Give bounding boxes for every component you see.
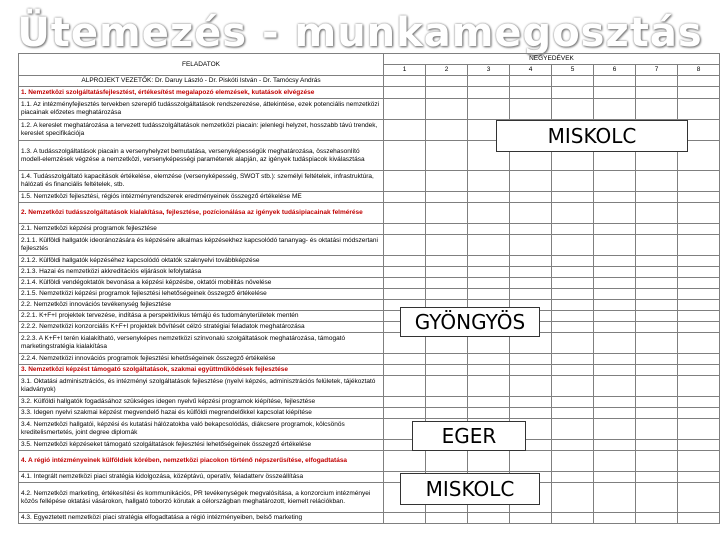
schedule-cell [552,483,594,513]
schedule-cell [594,483,636,513]
schedule-cell [636,76,678,87]
schedule-cell [384,354,426,365]
schedule-cell [384,76,426,87]
schedule-cell [426,203,468,224]
schedule-cell [678,300,720,311]
schedule-cell [552,440,594,451]
schedule-cell [678,76,720,87]
task-row [19,472,720,483]
task-row [19,322,720,333]
quarter-header-4: 4 [510,65,552,76]
schedule-cell [594,235,636,256]
schedule-cell [678,87,720,99]
schedule-cell [510,267,552,278]
schedule-cell [426,267,468,278]
page-title: Ütemezés - munkamegosztás [17,10,703,56]
schedule-cell [384,235,426,256]
section-row [19,451,720,472]
schedule-cell [636,171,678,192]
schedule-cell [636,419,678,440]
schedule-cell [468,513,510,524]
schedule-cell [384,99,426,120]
schedule-cell [552,76,594,87]
task-row [19,397,720,408]
task-label: 1.4. Tudásszolgáltató kapacitások értékelése, elemzése (versenyképesség, SWOT stb.): személyi feltételek, infrastruktúra, hálózati és financiális feltételek, stb. [19,171,384,192]
task-label: 2.2. Nemzetközi innovációs tevékenység fejlesztése [19,300,384,311]
schedule-cell [678,203,720,224]
schedule-cell [552,408,594,419]
tasks-header: FELADATOK [19,54,384,76]
schedule-cell [384,376,426,397]
schedule-cell [594,408,636,419]
schedule-cell [426,365,468,376]
schedule-cell [426,451,468,472]
schedule-cell [384,120,426,141]
schedule-cell [636,311,678,322]
schedule-cell [426,87,468,99]
schedule-cell [552,333,594,354]
task-row [19,311,720,322]
schedule-cell [678,365,720,376]
schedule-cell [678,333,720,354]
schedule-cell [552,300,594,311]
schedule-cell [594,192,636,203]
schedule-cell [636,322,678,333]
schedule-cell [510,76,552,87]
task-row [19,224,720,235]
schedule-cell [384,224,426,235]
task-row [19,235,720,256]
section-row [19,203,720,224]
schedule-cell [594,87,636,99]
schedule-cell [384,365,426,376]
schedule-cell [636,451,678,472]
schedule-cell [384,256,426,267]
schedule-cell [636,99,678,120]
task-row [19,354,720,365]
schedule-cell [426,397,468,408]
task-row [19,376,720,397]
schedule-cell [678,278,720,289]
task-label: 3.2. Külföldi hallgatók fogadásához szükséges idegen nyelvű képzési programok kiépítése, fejlesztése [19,397,384,408]
task-label: 1.5. Nemzetközi fejlesztési, régiós intézményrendszerek eredményeinek összegző értékelése ME [19,192,384,203]
schedule-cell [510,354,552,365]
task-label: 1.3. A tudásszolgáltatások piacain a versenyhelyzet bemutatása, versenyképességük meghatározása, összehasonlító modell-elemzések végzése a nemzetközi, versenyképességi paraméterek alapján, az igények tudáspiacok kiválasztása [19,141,384,171]
task-row [19,419,720,440]
schedule-cell [468,235,510,256]
schedule-cell [468,451,510,472]
task-label: 1. Nemzetközi szolgáltatásfejlesztést, értékesítést megalapozó elemzések, kutatások elvégzése [19,87,384,99]
schedule-cell [426,289,468,300]
schedule-cell [636,513,678,524]
task-label: 2.2.3. A K+F+I terén kialakítható, versenyképes nemzetközi színvonalú szolgáltatások meghatározása, támogató marketingstratégia kialakítása [19,333,384,354]
schedule-cell [426,224,468,235]
schedule-cell [552,235,594,256]
schedule-cell [510,203,552,224]
task-label: 3.4. Nemzetközi hallgatói, képzési és kutatási hálózatokba való bekapcsolódás, diákcsere programok, kölcsönös kreditelismertetés, joint degree diplomák [19,419,384,440]
schedule-cell [384,87,426,99]
task-label: 3.5. Nemzetközi képzéseket támogató szolgáltatások fejlesztési lehetőségeinek összegző értékelése [19,440,384,451]
schedule-cell [426,171,468,192]
schedule-cell [678,99,720,120]
task-label: 1.2. A kereslet meghatározása a tervezett tudásszolgáltatások nemzetközi piacain: jelenlegi helyzet, hosszabb távú trendek, kereslet specifikációja [19,120,384,141]
quarter-header-7: 7 [636,65,678,76]
schedule-cell [468,267,510,278]
schedule-cell [636,333,678,354]
schedule-cell [510,235,552,256]
schedule-cell [510,256,552,267]
schedule-cell [510,397,552,408]
schedule-cell [678,440,720,451]
task-label: 1.1. Az intézményfejlesztés tervekben szereplő tudásszolgáltatások rendszerezése, áttekintése, ezek potenciális nemzetközi piacainak előzetes meghatározása [19,99,384,120]
schedule-cell [636,472,678,483]
task-row [19,289,720,300]
schedule-cell [636,300,678,311]
schedule-cell [426,408,468,419]
schedule-cell [594,376,636,397]
schedule-cell [468,87,510,99]
schedule-cell [552,365,594,376]
schedule-cell [510,289,552,300]
schedule-cell [594,300,636,311]
schedule-cell [552,472,594,483]
task-label: 2. Nemzetközi tudásszolgáltatások kialakítása, fejlesztése, pozícionálása az igények tudásipiacainak felmérése [19,203,384,224]
schedule-cell [426,235,468,256]
schedule-cell [426,192,468,203]
schedule-cell [384,203,426,224]
task-row [19,300,720,311]
schedule-cell [384,171,426,192]
schedule-cell [552,354,594,365]
schedule-cell [678,408,720,419]
task-row [19,256,720,267]
schedule-cell [594,224,636,235]
schedule-cell [384,397,426,408]
quarter-header-6: 6 [594,65,636,76]
schedule-cell [468,376,510,397]
schedule-cell [678,289,720,300]
schedule-cell [384,289,426,300]
schedule-cell [636,267,678,278]
quarter-header-2: 2 [426,65,468,76]
schedule-cell [594,451,636,472]
schedule-cell [384,451,426,472]
schedule-cell [552,289,594,300]
task-row [19,440,720,451]
task-row [19,513,720,524]
schedule-cell [510,87,552,99]
task-row [19,267,720,278]
schedule-cell [636,87,678,99]
eger-box: EGER [412,421,526,451]
schedule-cell [552,376,594,397]
miskolc-box-2: MISKOLC [400,473,540,505]
schedule-cell [678,256,720,267]
task-label: 2.2.1. K+F+I projektek tervezése, indítása a perspektivikus témájú és tudományterületek mentén [19,311,384,322]
schedule-cell [678,224,720,235]
schedule-cell [594,99,636,120]
miskolc-box-1: MISKOLC [496,120,688,152]
schedule-cell [594,333,636,354]
schedule-cell [510,192,552,203]
schedule-cell [594,171,636,192]
schedule-cell [384,192,426,203]
schedule-cell [636,483,678,513]
schedule-cell [468,365,510,376]
schedule-cell [552,419,594,440]
quarter-header-5: 5 [552,65,594,76]
schedule-cell [678,397,720,408]
schedule-cell [426,120,468,141]
schedule-cell [468,397,510,408]
schedule-cell [636,289,678,300]
schedule-cell [636,365,678,376]
schedule-cell [594,513,636,524]
schedule-cell [594,278,636,289]
schedule-cell [468,224,510,235]
schedule-cell [510,278,552,289]
schedule-cell [636,408,678,419]
schedule-cell [426,256,468,267]
task-label: 4. A régió intézményeinek külföldiek körében, nemzetközi piacokon történő népszerűsítése, elfogadtatása [19,451,384,472]
schedule-cell [594,365,636,376]
section-row [19,87,720,99]
task-row [19,76,720,87]
task-label: 4.1. Integrált nemzetközi piaci stratégia kidolgozása, középtávú, operatív, feladatterv összeállítása [19,472,384,483]
schedule-cell [552,513,594,524]
schedule-cell [552,87,594,99]
schedule-cell [594,76,636,87]
schedule-cell [594,267,636,278]
task-label: 2.2.2. Nemzetközi konzorciális K+F+I projektek bővítését célzó stratégiai feladatok meghatározása [19,322,384,333]
schedule-cell [678,311,720,322]
schedule-cell [468,171,510,192]
quarter-header-3: 3 [468,65,510,76]
schedule-cell [636,256,678,267]
task-row [19,333,720,354]
schedule-cell [636,440,678,451]
task-row [19,192,720,203]
schedule-cell [594,311,636,322]
task-label: 4.2. Nemzetközi marketing, értékesítési és kommunikációs, PR tevékenységek megvalósítása, a konzorcium intézményei közös fellépése oktatási vásárokon, hallgató toborzó körutak a célországban meghatározott, kiemelt relációkban. [19,483,384,513]
quarter-header-8: 8 [678,65,720,76]
schedule-cell [678,513,720,524]
schedule-cell [552,311,594,322]
schedule-cell [678,483,720,513]
schedule-cell [552,203,594,224]
schedule-cell [594,472,636,483]
schedule-cell [636,376,678,397]
schedule-cell [636,203,678,224]
schedule-cell [594,397,636,408]
schedule-cell [426,99,468,120]
schedule-cell [468,289,510,300]
schedule-cell [510,513,552,524]
schedule-cell [678,472,720,483]
schedule-cell [384,141,426,171]
task-label: 2.1.5. Nemzetközi képzési programok fejlesztési lehetőségeinek összegző értékelése [19,289,384,300]
schedule-cell [468,278,510,289]
quarters-header: NEGYEDÉVEK [384,54,720,65]
schedule-cell [384,513,426,524]
schedule-cell [636,397,678,408]
schedule-cell [552,224,594,235]
schedule-cell [426,354,468,365]
schedule-cell [510,224,552,235]
task-label: 4.3. Egyeztetett nemzetközi piaci stratégia elfogadtatása a régió intézményeiben, belső marketing [19,513,384,524]
schedule-cell [468,203,510,224]
task-label: 3.3. Idegen nyelvi szakmai képzést megvendelő hazai és külföldi megrendelőkkel kapcsolat kiépítése [19,408,384,419]
schedule-cell [594,419,636,440]
task-label: 2.1.4. Külföldi vendégoktatók bevonása a képzési képzésbe, oktatói mobilitás növelése [19,278,384,289]
schedule-cell [552,99,594,120]
schedule-cell [594,289,636,300]
schedule-cell [510,408,552,419]
schedule-cell [468,354,510,365]
schedule-cell [552,278,594,289]
schedule-cell [510,365,552,376]
schedule-cell [678,171,720,192]
schedule-cell [426,278,468,289]
schedule-cell [510,451,552,472]
task-label: 2.2.4. Nemzetközi innovációs programok fejlesztési lehetőségeinek összegző értékelése [19,354,384,365]
schedule-cell [678,419,720,440]
schedule-cell [552,192,594,203]
schedule-cell [468,76,510,87]
task-label: 2.1.2. Külföldi hallgatók képzéséhez kapcsolódó oktatók szaknyelvi továbbképzése [19,256,384,267]
task-label: 2.1.3. Hazai és nemzetközi akkreditációs eljárások lefolytatása [19,267,384,278]
schedule-cell [636,354,678,365]
schedule-cell [552,171,594,192]
schedule-cell [594,256,636,267]
schedule-cell [468,99,510,120]
schedule-cell [678,322,720,333]
task-row [19,99,720,120]
schedule-cell [468,408,510,419]
task-label: 2.1. Nemzetközi képzési programok fejlesztése [19,224,384,235]
schedule-cell [594,203,636,224]
schedule-cell [552,451,594,472]
schedule-cell [552,397,594,408]
schedule-cell [678,451,720,472]
schedule-cell [636,192,678,203]
section-row [19,365,720,376]
schedule-cell [678,376,720,397]
schedule-cell [636,235,678,256]
task-row [19,408,720,419]
schedule-cell [510,99,552,120]
schedule-cell [426,376,468,397]
task-label: 2.1.1. Külföldi hallgatók ideoránozására és képzésére alkalmas képzésekhez kapcsolódó tananyag- és oktatási módszertani fejlesztés [19,235,384,256]
task-label: 3. Nemzetközi képzést támogató szolgáltatások, szakmai együttműködések fejlesztése [19,365,384,376]
schedule-cell [552,267,594,278]
schedule-cell [636,278,678,289]
schedule-cell [594,354,636,365]
schedule-cell [678,192,720,203]
task-label: ALPROJEKT VEZETŐK: Dr. Daruy László - Dr. Piskóti István - Dr. Tamócsy András [19,76,384,87]
schedule-cell [468,256,510,267]
schedule-cell [594,440,636,451]
task-row [19,278,720,289]
quarter-header-1: 1 [384,65,426,76]
schedule-cell [384,408,426,419]
task-label: 3.1. Oktatási adminisztrációs, és intézményi szolgáltatások fejlesztése (nyelvi képzés, adminisztrációs felületek, tájékoztató kiadványok) [19,376,384,397]
schedule-cell [510,171,552,192]
schedule-cell [678,235,720,256]
schedule-cell [678,267,720,278]
schedule-cell [426,141,468,171]
gyongyos-box: GYÖNGYÖS [400,307,540,337]
schedule-cell [426,76,468,87]
schedule-cell [384,267,426,278]
schedule-cell [636,224,678,235]
task-row [19,483,720,513]
schedule-cell [384,278,426,289]
schedule-cell [468,192,510,203]
task-row [19,171,720,192]
schedule-cell [426,513,468,524]
schedule-cell [552,322,594,333]
schedule-cell [678,354,720,365]
schedule-cell [594,322,636,333]
schedule-cell [510,376,552,397]
schedule-cell [552,256,594,267]
